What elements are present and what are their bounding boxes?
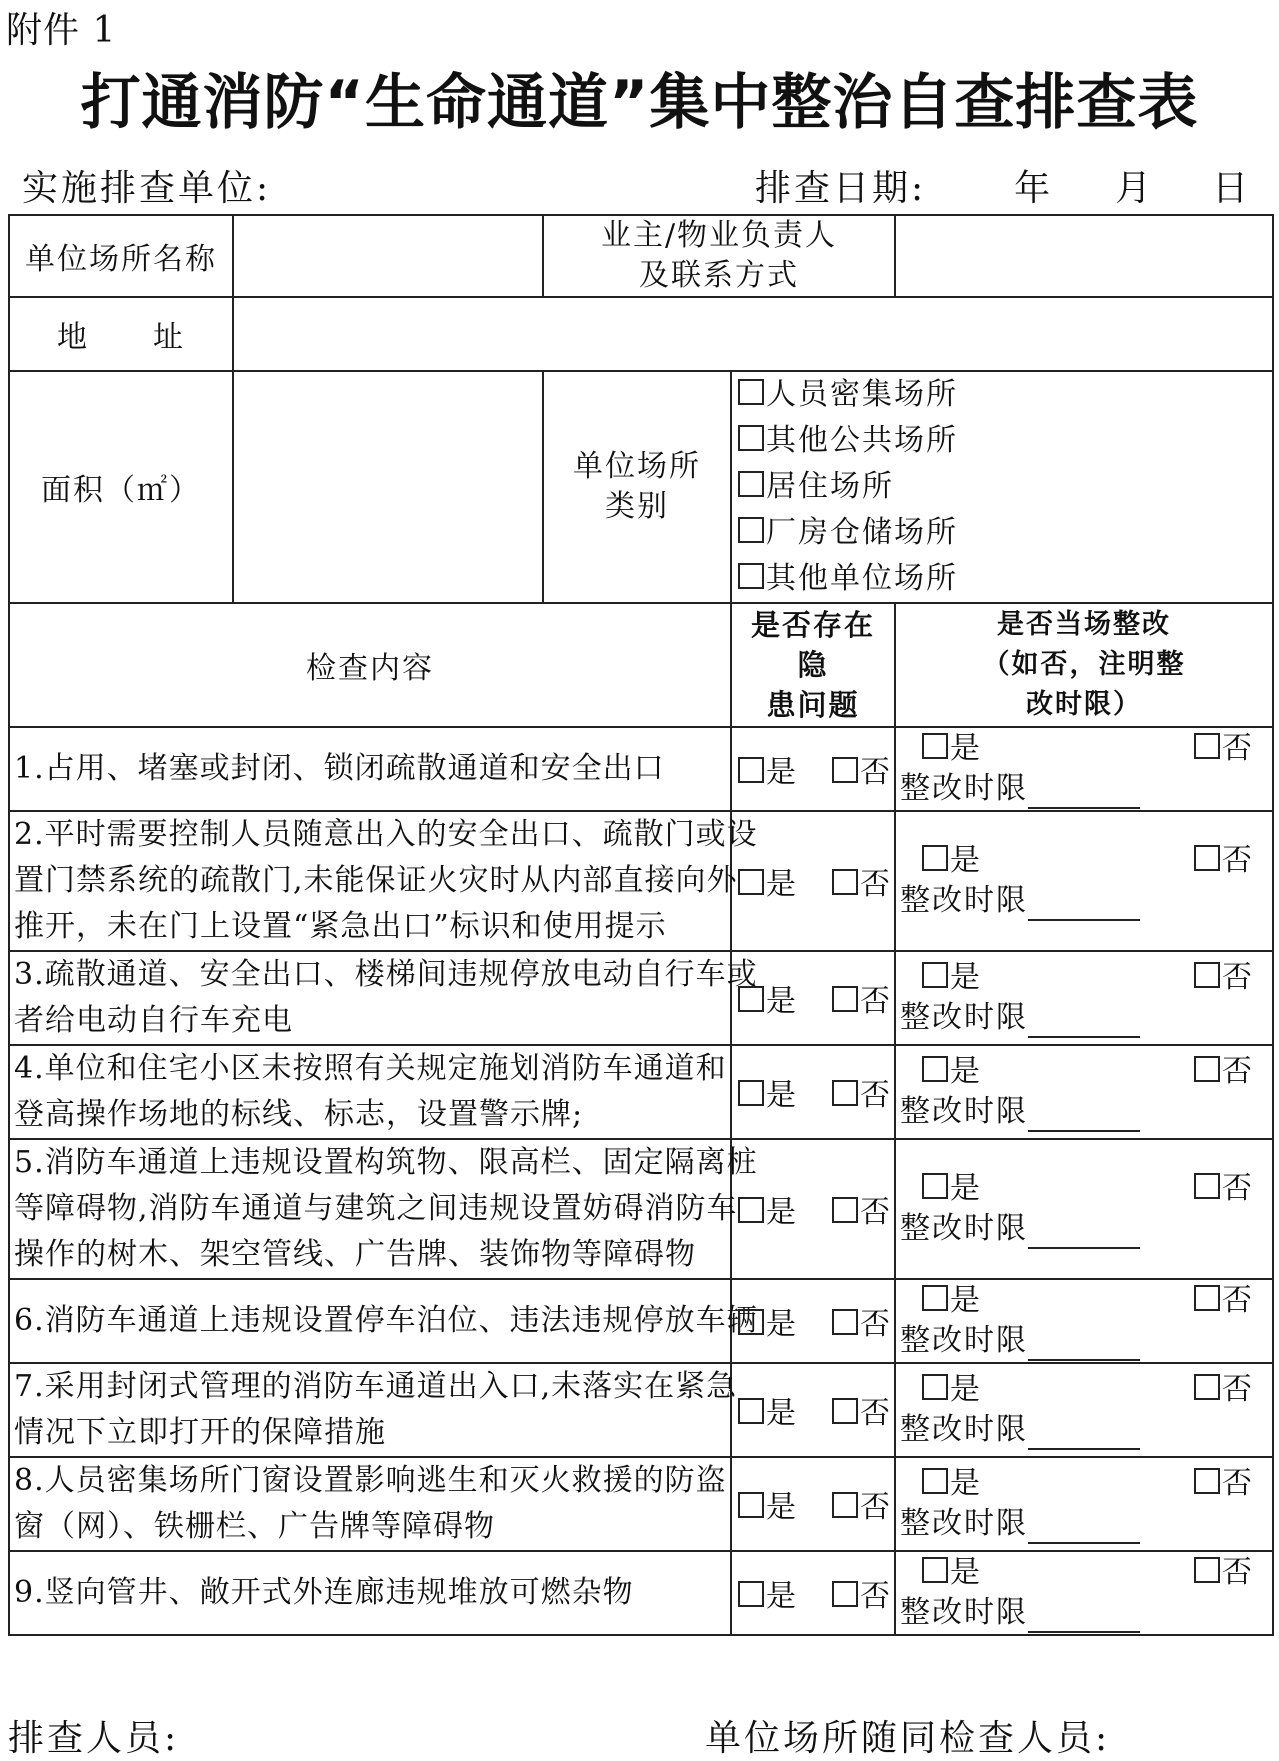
check-item-line: 1.占用、堵塞或封闭、锁闭疏散通道和安全出口: [14, 751, 665, 786]
checkbox-icon[interactable]: [922, 733, 948, 759]
rectify-header-line1: 是否当场整改: [997, 609, 1172, 640]
category-option[interactable]: [738, 372, 1266, 418]
rectify-yes-option[interactable]: [922, 1370, 982, 1410]
yes-label: 是: [950, 1171, 983, 1206]
checkbox-icon[interactable]: [832, 1492, 858, 1518]
deadline-label: 整改时限: [900, 1000, 1029, 1035]
hazard-yes-option[interactable]: [738, 976, 798, 1020]
checkbox-icon[interactable]: [738, 425, 764, 451]
check-item-row: [9, 1045, 1273, 1139]
rectify-yes-option[interactable]: [922, 841, 982, 881]
hazard-yes-option[interactable]: [738, 1571, 798, 1615]
deadline-field[interactable]: [1028, 891, 1140, 921]
no-label: 否: [860, 1579, 892, 1614]
checkbox-icon[interactable]: [832, 986, 858, 1012]
checkbox-icon[interactable]: [922, 1285, 948, 1311]
yes-label: 是: [766, 1579, 798, 1614]
area-field[interactable]: [233, 371, 543, 603]
yes-label: 是: [950, 1466, 983, 1501]
owner-contact-field[interactable]: [895, 215, 1273, 297]
owner-contact-label: [543, 215, 895, 297]
yes-label: 是: [766, 984, 798, 1019]
rectify-choice: [895, 1457, 1273, 1551]
check-item-line: 等障碍物,消防车通道与建筑之间违规设置妨碍消防车: [14, 1191, 738, 1226]
column-header-row: [9, 603, 1273, 727]
check-content-header: 检查内容: [9, 603, 731, 727]
check-item-text: [9, 1551, 731, 1635]
yes-label: 是: [766, 867, 798, 902]
owner-label-line2: 及联系方式: [639, 258, 800, 293]
hazard-no-option[interactable]: [832, 1388, 892, 1432]
address-row: [9, 297, 1273, 371]
check-item-line: 推开，未在门上设置“紧急出口”标识和使用提示: [14, 909, 667, 944]
deadline-field[interactable]: [1028, 1008, 1140, 1038]
check-item-row: [9, 1457, 1273, 1551]
deadline-field[interactable]: [1028, 1102, 1140, 1132]
checkbox-icon[interactable]: [832, 1398, 858, 1424]
hazard-choice: [731, 1045, 895, 1139]
rectify-yes-option[interactable]: [922, 729, 982, 769]
checkbox-icon[interactable]: [922, 1468, 948, 1494]
yes-label: 是: [766, 1490, 798, 1525]
hazard-header-line2: 患问题: [766, 688, 860, 722]
hazard-choice: [731, 727, 895, 811]
hazard-yes-option[interactable]: [738, 1070, 798, 1114]
inspector-label: 排查人员:: [8, 1718, 180, 1759]
hazard-no-option[interactable]: [832, 1482, 892, 1526]
inspecting-unit-label: 实施排查单位:: [22, 168, 272, 209]
checkbox-icon[interactable]: [738, 1492, 764, 1518]
check-item-row: [9, 727, 1273, 811]
yes-label: 是: [950, 1555, 983, 1590]
no-label: 否: [1222, 1372, 1255, 1407]
day-label: 日: [1212, 168, 1252, 209]
category-option[interactable]: [738, 418, 1266, 464]
checkbox-icon[interactable]: [832, 1309, 858, 1335]
check-item-text: [9, 1045, 731, 1139]
no-label: 否: [860, 867, 892, 902]
rectify-choice: [895, 1045, 1273, 1139]
hazard-choice: [731, 1363, 895, 1457]
category-label-line2: 类别: [605, 489, 669, 524]
check-item-text: [9, 727, 731, 811]
checkbox-icon[interactable]: [922, 1557, 948, 1583]
rectify-header-line2: （如否，注明整: [982, 649, 1186, 680]
rectify-choice: [895, 1363, 1273, 1457]
checkbox-icon[interactable]: [832, 757, 858, 783]
hazard-choice: [731, 1551, 895, 1635]
category-options: [731, 371, 1273, 603]
check-item-line: 5.消防车通道上违规设置构筑物、限高栏、固定隔离桩: [14, 1145, 758, 1180]
yes-label: 是: [950, 843, 983, 878]
checkbox-icon[interactable]: [738, 1581, 764, 1607]
month-label: 月: [1115, 168, 1155, 209]
deadline-field[interactable]: [1028, 1331, 1140, 1361]
rectify-yes-option[interactable]: [922, 1464, 982, 1504]
area-label: 面积（㎡）: [9, 371, 233, 603]
checkbox-icon[interactable]: [922, 1056, 948, 1082]
category-option-label: 居住场所: [766, 469, 894, 504]
deadline-label: 整改时限: [900, 1595, 1029, 1630]
deadline-field[interactable]: [1028, 1514, 1140, 1544]
check-item-line: 2.平时需要控制人员随意出入的安全出口、疏散门或设: [14, 817, 758, 852]
category-option[interactable]: [738, 556, 1266, 602]
checkbox-icon[interactable]: [1194, 962, 1220, 988]
rectify-no-option[interactable]: [1194, 1370, 1254, 1410]
no-label: 否: [860, 1307, 892, 1342]
no-label: 否: [860, 984, 892, 1019]
address-label: 地 址: [9, 297, 233, 371]
checkbox-icon[interactable]: [1194, 1557, 1220, 1583]
rectify-no-option[interactable]: [1194, 1464, 1254, 1504]
hazard-choice: [731, 1457, 895, 1551]
year-label: 年: [1014, 168, 1054, 209]
inspection-date: [755, 160, 1251, 211]
rectify-yes-option[interactable]: [922, 1169, 982, 1209]
attachment-label: 附件 1: [6, 10, 117, 51]
deadline-label: 整改时限: [900, 1412, 1029, 1447]
checkbox-icon[interactable]: [738, 1309, 764, 1335]
rectify-no-option[interactable]: [1194, 841, 1254, 881]
hazard-yes-option[interactable]: [738, 1299, 798, 1343]
checkbox-icon[interactable]: [922, 962, 948, 988]
check-item-row: [9, 811, 1273, 951]
no-label: 否: [1222, 1555, 1255, 1590]
check-item-line: 3.疏散通道、安全出口、楼梯间违规停放电动自行车或: [14, 957, 758, 992]
hazard-header: [731, 603, 895, 727]
check-item-line: 窗（网）、铁栅栏、广告牌等障碍物: [14, 1509, 495, 1544]
checkbox-icon[interactable]: [1194, 1468, 1220, 1494]
hazard-no-option[interactable]: [832, 747, 892, 791]
area-row: [9, 371, 1273, 603]
hazard-yes-option[interactable]: [738, 859, 798, 903]
yes-label: 是: [950, 731, 983, 766]
hazard-no-option[interactable]: [832, 1571, 892, 1615]
hazard-no-option[interactable]: [832, 1187, 892, 1231]
checkbox-icon[interactable]: [738, 757, 764, 783]
no-label: 否: [1222, 1466, 1255, 1501]
category-label: [543, 371, 731, 603]
unit-name-label: 单位场所名称: [9, 215, 233, 297]
checkbox-icon[interactable]: [738, 1398, 764, 1424]
check-item-line: 9.竖向管井、敞开式外连廊违规堆放可燃杂物: [14, 1575, 634, 1610]
deadline-label: 整改时限: [900, 1211, 1029, 1246]
hazard-yes-option[interactable]: [738, 747, 798, 791]
rectify-choice: [895, 1551, 1273, 1635]
rectify-header-line3: 改时限）: [1026, 689, 1143, 720]
check-item-text: [9, 1279, 758, 1363]
checkbox-icon[interactable]: [1194, 1173, 1220, 1199]
checkbox-icon[interactable]: [738, 379, 764, 405]
checkbox-icon[interactable]: [922, 845, 948, 871]
deadline-field[interactable]: [1028, 1420, 1140, 1450]
checkbox-icon[interactable]: [1194, 845, 1220, 871]
check-item-row: [9, 1279, 1273, 1363]
checkbox-icon[interactable]: [738, 869, 764, 895]
checkbox-icon[interactable]: [1194, 733, 1220, 759]
deadline-label: 整改时限: [900, 771, 1029, 806]
address-field[interactable]: [233, 297, 1273, 371]
yes-label: 是: [766, 1195, 798, 1230]
rectify-no-option[interactable]: [1194, 958, 1254, 998]
no-label: 否: [860, 1396, 892, 1431]
checkbox-icon[interactable]: [738, 471, 764, 497]
checkbox-icon[interactable]: [922, 1374, 948, 1400]
checkbox-icon[interactable]: [922, 1173, 948, 1199]
check-item-row: [9, 1363, 1273, 1457]
yes-label: 是: [766, 755, 798, 790]
hazard-yes-option[interactable]: [738, 1482, 798, 1526]
no-label: 否: [1222, 960, 1255, 995]
check-item-line: 登高操作场地的标线、标志，设置警示牌;: [14, 1097, 584, 1132]
category-option-label: 人员密集场所: [766, 377, 958, 412]
rectify-no-option[interactable]: [1194, 1052, 1254, 1092]
check-item-text: [9, 1457, 731, 1551]
checkbox-icon[interactable]: [832, 1080, 858, 1106]
no-label: 否: [1222, 1171, 1255, 1206]
rectify-no-option[interactable]: [1194, 1281, 1254, 1321]
checkbox-icon[interactable]: [738, 1080, 764, 1106]
yes-label: 是: [766, 1078, 798, 1113]
checkbox-icon[interactable]: [1194, 1285, 1220, 1311]
check-item-line: 8.人员密集场所门窗设置影响逃生和灭火救援的防盗: [14, 1463, 727, 1498]
rectify-choice: [895, 1279, 1273, 1363]
rectify-yes-option[interactable]: [922, 1553, 982, 1593]
category-option[interactable]: [738, 464, 1266, 510]
no-label: 否: [1222, 843, 1255, 878]
no-label: 否: [860, 1490, 892, 1525]
check-item-line: 置门禁系统的疏散门,未能保证火灾时从内部直接向外: [14, 863, 738, 898]
date-label: 排查日期:: [755, 168, 927, 209]
no-label: 否: [860, 755, 892, 790]
deadline-field[interactable]: [1028, 779, 1140, 809]
name-row: [9, 215, 1273, 297]
rectify-no-option[interactable]: [1194, 1553, 1254, 1593]
rectify-yes-option[interactable]: [922, 1281, 982, 1321]
category-label-line1: 单位场所: [573, 449, 701, 484]
hazard-no-option[interactable]: [832, 976, 892, 1020]
rectify-header: [895, 603, 1273, 727]
check-item-row: [9, 1551, 1273, 1635]
checkbox-icon[interactable]: [738, 1197, 764, 1223]
category-option-label: 其他公共场所: [766, 423, 958, 458]
yes-label: 是: [950, 1283, 983, 1318]
category-option-label: 厂房仓储场所: [766, 515, 958, 550]
deadline-field[interactable]: [1028, 1603, 1140, 1633]
check-item-line: 7.采用封闭式管理的消防车通道出入口,未落实在紧急: [14, 1369, 738, 1404]
checkbox-icon[interactable]: [1194, 1374, 1220, 1400]
rectify-yes-option[interactable]: [922, 1052, 982, 1092]
deadline-field[interactable]: [1028, 1219, 1140, 1249]
hazard-no-option[interactable]: [832, 1070, 892, 1114]
check-item-row: [9, 1139, 1273, 1279]
check-item-line: 者给电动自行车充电: [14, 1003, 293, 1038]
rectify-no-option[interactable]: [1194, 1169, 1254, 1209]
yes-label: 是: [950, 1054, 983, 1089]
check-item-line: 6.消防车通道上违规设置停车泊位、违法违规停放车辆: [14, 1303, 758, 1338]
page-title: 打通消防“生命通道”集中整治自查排查表: [80, 68, 1199, 138]
deadline-label: 整改时限: [900, 1506, 1029, 1541]
no-label: 否: [860, 1078, 892, 1113]
checkbox-icon[interactable]: [1194, 1056, 1220, 1082]
deadline-label: 整改时限: [900, 1323, 1029, 1358]
category-option-label: 其他单位场所: [766, 561, 958, 596]
no-label: 否: [1222, 1283, 1255, 1318]
check-item-line: 情况下立即打开的保障措施: [14, 1415, 386, 1450]
no-label: 否: [1222, 731, 1255, 766]
no-label: 否: [1222, 1054, 1255, 1089]
accompany-inspector-label: 单位场所随同检查人员:: [705, 1718, 1111, 1759]
check-item-text: [9, 1139, 758, 1279]
rectify-choice: [895, 951, 1273, 1045]
deadline-label: 整改时限: [900, 1094, 1029, 1129]
checkbox-icon[interactable]: [738, 563, 764, 589]
yes-label: 是: [950, 960, 983, 995]
no-label: 否: [860, 1195, 892, 1230]
hazard-no-option[interactable]: [832, 859, 892, 903]
deadline-label: 整改时限: [900, 883, 1029, 918]
hazard-yes-option[interactable]: [738, 1388, 798, 1432]
hazard-no-option[interactable]: [832, 1299, 892, 1343]
unit-name-field[interactable]: [233, 215, 543, 297]
hazard-choice: [731, 1279, 895, 1363]
checkbox-icon[interactable]: [832, 1581, 858, 1607]
rectify-no-option[interactable]: [1194, 729, 1254, 769]
yes-label: 是: [766, 1396, 798, 1431]
checkbox-icon[interactable]: [832, 1197, 858, 1223]
rectify-choice: [895, 1139, 1273, 1279]
check-item-text: [9, 811, 758, 951]
rectify-choice: [895, 727, 1273, 811]
owner-label-line1: 业主/物业负责人: [600, 218, 838, 253]
checkbox-icon[interactable]: [738, 517, 764, 543]
checkbox-icon[interactable]: [832, 869, 858, 895]
yes-label: 是: [766, 1307, 798, 1342]
hazard-header-line1: 是否存在隐: [751, 608, 876, 682]
check-item-line: 4.单位和住宅小区未按照有关规定施划消防车通道和: [14, 1051, 727, 1086]
check-item-text: [9, 951, 758, 1045]
hazard-yes-option[interactable]: [738, 1187, 798, 1231]
check-item-row: [9, 951, 1273, 1045]
yes-label: 是: [950, 1372, 983, 1407]
category-option[interactable]: [738, 510, 1266, 556]
rectify-choice: [895, 811, 1273, 951]
checkbox-icon[interactable]: [738, 986, 764, 1012]
inspection-table: [8, 214, 1274, 1636]
check-item-line: 操作的树木、架空管线、广告牌、装饰物等障碍物: [14, 1237, 696, 1272]
check-item-text: [9, 1363, 738, 1457]
rectify-yes-option[interactable]: [922, 958, 982, 998]
